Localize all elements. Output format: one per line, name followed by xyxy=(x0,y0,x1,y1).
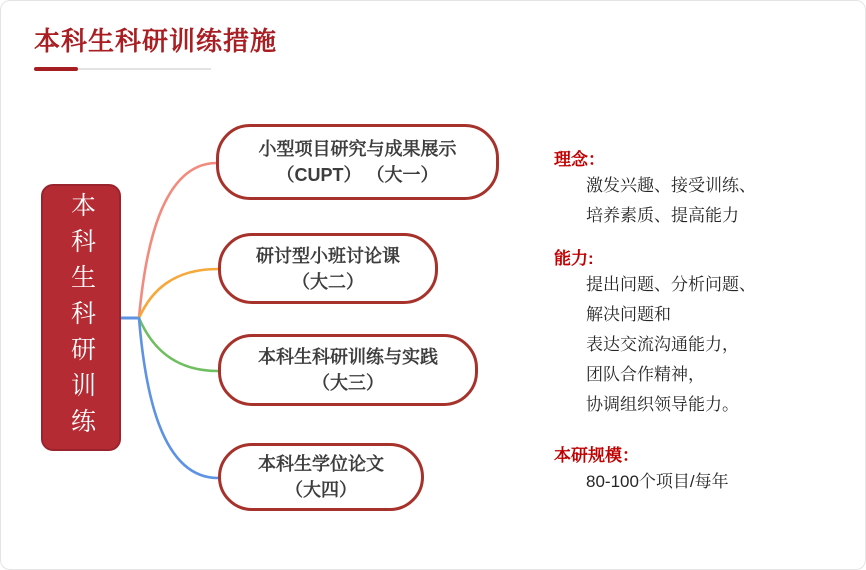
section-ability-line-2: 解决问题和 xyxy=(586,305,671,324)
topic-node-2-line-2: （大二） xyxy=(292,271,364,292)
section-ability-line-5: 协调组织领导能力。 xyxy=(586,395,739,414)
title-underline-red-bar xyxy=(34,67,78,71)
topic-node-2-line-1: 研讨型小班讨论课 xyxy=(256,245,400,266)
topic-node-4 xyxy=(218,443,424,511)
topic-node-4-line-2: （大四） xyxy=(285,480,357,500)
section-scale-line-1: 80-100个项目/每年 xyxy=(586,472,729,491)
section-concept-line-1: 激发兴趣、接受训练、 xyxy=(586,176,756,195)
topic-node-3 xyxy=(218,334,478,406)
topic-node-3-line-1: 本科生科研训练与实践 xyxy=(258,347,438,367)
section-ability-line-1: 提出问题、分析问题、 xyxy=(586,275,756,294)
section-ability-line-4: 团队合作精神， xyxy=(586,365,705,384)
section-concept-heading: 理念： xyxy=(554,150,605,169)
section-scale-heading: 本研规模： xyxy=(554,446,639,465)
topic-node-1 xyxy=(216,124,499,200)
section-concept-line-2: 培养素质、提高能力 xyxy=(586,206,739,225)
topic-node-4-line-1: 本科生学位论文 xyxy=(258,454,384,474)
right-panel xyxy=(554,149,844,497)
topic-node-1-line-1: 小型项目研究与成果展示 xyxy=(258,139,457,159)
topic-node-3-line-2: （大三） xyxy=(312,373,384,393)
topic-node-1-line-2: （CUPT） （大一） xyxy=(276,165,439,185)
title-underline-gray-line xyxy=(78,68,211,70)
section-ability xyxy=(554,248,844,420)
section-ability-line-3: 表达交流沟通能力， xyxy=(586,335,739,354)
section-ability-heading: 能力: xyxy=(554,249,594,268)
page-title: 本科生科研训练措施 xyxy=(34,26,278,56)
branch-line-2 xyxy=(139,269,218,318)
branch-line-4 xyxy=(139,318,218,478)
section-scale xyxy=(554,445,844,497)
branch-line-1 xyxy=(139,163,216,318)
root-node xyxy=(41,184,121,451)
branch-line-3 xyxy=(139,318,218,371)
root-node-label: 本科生科研训练 xyxy=(67,191,96,444)
topic-node-2 xyxy=(218,233,438,304)
section-concept xyxy=(554,149,844,231)
